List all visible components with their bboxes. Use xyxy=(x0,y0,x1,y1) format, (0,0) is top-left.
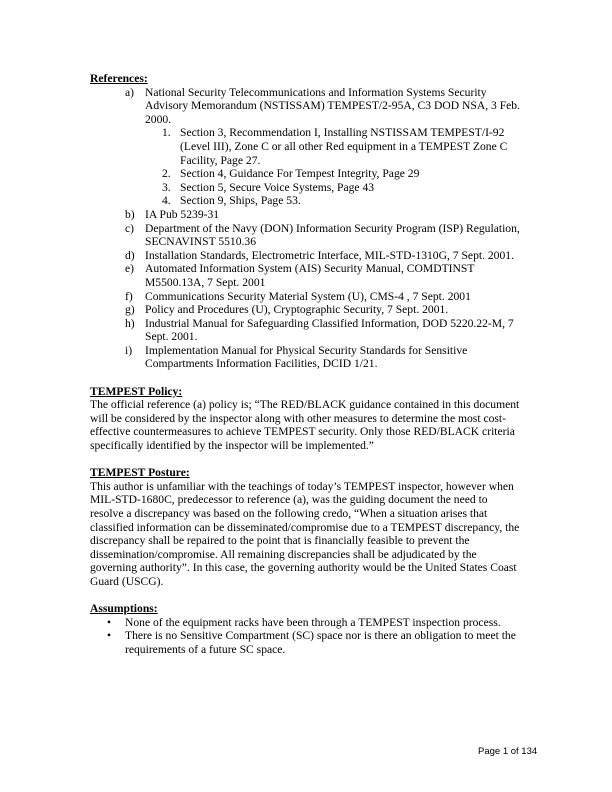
subitem-text: Section 9, Ships, Page 53. xyxy=(180,194,301,208)
bullet-icon: • xyxy=(107,615,112,629)
reference-label: h) xyxy=(125,316,135,330)
reference-item xyxy=(90,262,520,289)
policy-section xyxy=(90,385,520,453)
reference-label: d) xyxy=(125,248,135,262)
bullet-icon: • xyxy=(107,629,112,643)
reference-text: IA Pub 5239-31 xyxy=(145,207,220,221)
posture-text: This author is unfamiliar with the teachings of today’s TEMPEST inspector, however when MIL-STD-1680C, predecessor to reference (a), was the guiding document the need to resolve a discrepancy was based on the following credo, “When a situation arises that classified information can be disseminated/compromise due to a TEMPEST discrepancy, the discrepancy shall be repaired to the point that is financially feasible to prevent the dissemination/compromise. All remaining discrepancies shall be adjudicated by the governing authority”. In this case, the governing authority would be the United States Coast Guard (USCG). xyxy=(90,479,520,588)
reference-item xyxy=(90,208,520,222)
reference-text: Policy and Procedures (U), Cryptographic Security, 7 Sept. 2001. xyxy=(145,303,449,317)
subitem-label: 2. xyxy=(162,167,171,181)
subitem-label: 1. xyxy=(162,126,171,140)
assumption-item xyxy=(90,629,520,656)
reference-label: f) xyxy=(125,289,133,303)
reference-text: Automated Information System (AIS) Security Manual, COMDTINST M5500.13A, 7 Sept. 2001 xyxy=(145,262,475,289)
subitem-text: Section 3, Recommendation I, Installing NSTISSAM TEMPEST/I-92 (Level III), Zone C or all other Red equipment in a TEMPEST Zone C Facility, Page 27. xyxy=(180,126,508,167)
reference-subitem xyxy=(90,167,520,181)
assumption-text: There is no Sensitive Compartment (SC) space nor is there an obligation to meet the requirements of a future SC space. xyxy=(125,629,516,656)
reference-text: Communications Security Material System (U), CMS-4 , 7 Sept. 2001 xyxy=(145,289,471,303)
references-list xyxy=(90,86,520,371)
reference-text: Department of the Navy (DON) Information Security Program (ISP) Regulation, SECNAVINST 5510.36 xyxy=(145,221,520,249)
reference-subitem xyxy=(90,126,520,167)
document-page xyxy=(90,72,520,657)
policy-heading: TEMPEST Policy: xyxy=(90,384,183,398)
reference-label: c) xyxy=(125,221,135,235)
posture-heading: TEMPEST Posture: xyxy=(90,466,190,480)
assumptions-section xyxy=(90,602,520,656)
reference-subitem xyxy=(90,181,520,195)
assumption-text: None of the equipment racks have been through a TEMPEST inspection process. xyxy=(125,615,501,629)
assumptions-heading: Assumptions: xyxy=(90,602,158,616)
reference-label: g) xyxy=(125,303,135,317)
subitem-text: Section 4, Guidance For Tempest Integrity, Page 29 xyxy=(180,167,420,181)
reference-label: e) xyxy=(125,262,135,276)
assumption-item xyxy=(90,616,520,630)
subitem-text: Section 5, Secure Voice Systems, Page 43 xyxy=(180,180,375,194)
reference-sublist xyxy=(90,126,520,208)
reference-text: Implementation Manual for Physical Security Standards for Sensitive Compartments Information Facilities, DCID 1/21. xyxy=(145,343,468,371)
reference-item xyxy=(90,344,520,371)
reference-label: i) xyxy=(125,343,133,357)
posture-section xyxy=(90,466,520,588)
reference-subitem xyxy=(90,194,520,208)
page-number: Page 1 of 134 xyxy=(478,746,538,757)
policy-text: The official reference (a) policy is; “The RED/BLACK guidance contained in this document will be considered by the inspector along with other measures to determine the most cost-effective countermeasures to achieve TEMPEST security. Only those RED/BLACK criteria specifically identified by the inspector will be implemented.” xyxy=(90,398,520,453)
reference-text: Industrial Manual for Safeguarding Classified Information, DOD 5220.22-M, 7 Sept. 2001. xyxy=(145,316,514,344)
reference-item xyxy=(90,86,520,208)
reference-text: National Security Telecommunications and Information Systems Security Advisory Memorandum (NSTISSAM) TEMPEST/2-95A, C3 DOD NSA, 3 Feb. 2000. xyxy=(145,85,520,126)
reference-text: Installation Standards, Electrometric Interface, MIL-STD-1310G, 7 Sept. 2001. xyxy=(145,248,514,262)
reference-label: b) xyxy=(125,207,135,221)
assumptions-list xyxy=(90,616,520,657)
subitem-label: 4. xyxy=(162,194,171,208)
reference-item xyxy=(90,317,520,344)
reference-item xyxy=(90,249,520,263)
subitem-label: 3. xyxy=(162,180,171,194)
reference-label: a) xyxy=(125,85,135,99)
reference-item xyxy=(90,222,520,249)
reference-item xyxy=(90,290,520,304)
references-heading: References: xyxy=(90,72,148,85)
reference-item xyxy=(90,303,520,317)
